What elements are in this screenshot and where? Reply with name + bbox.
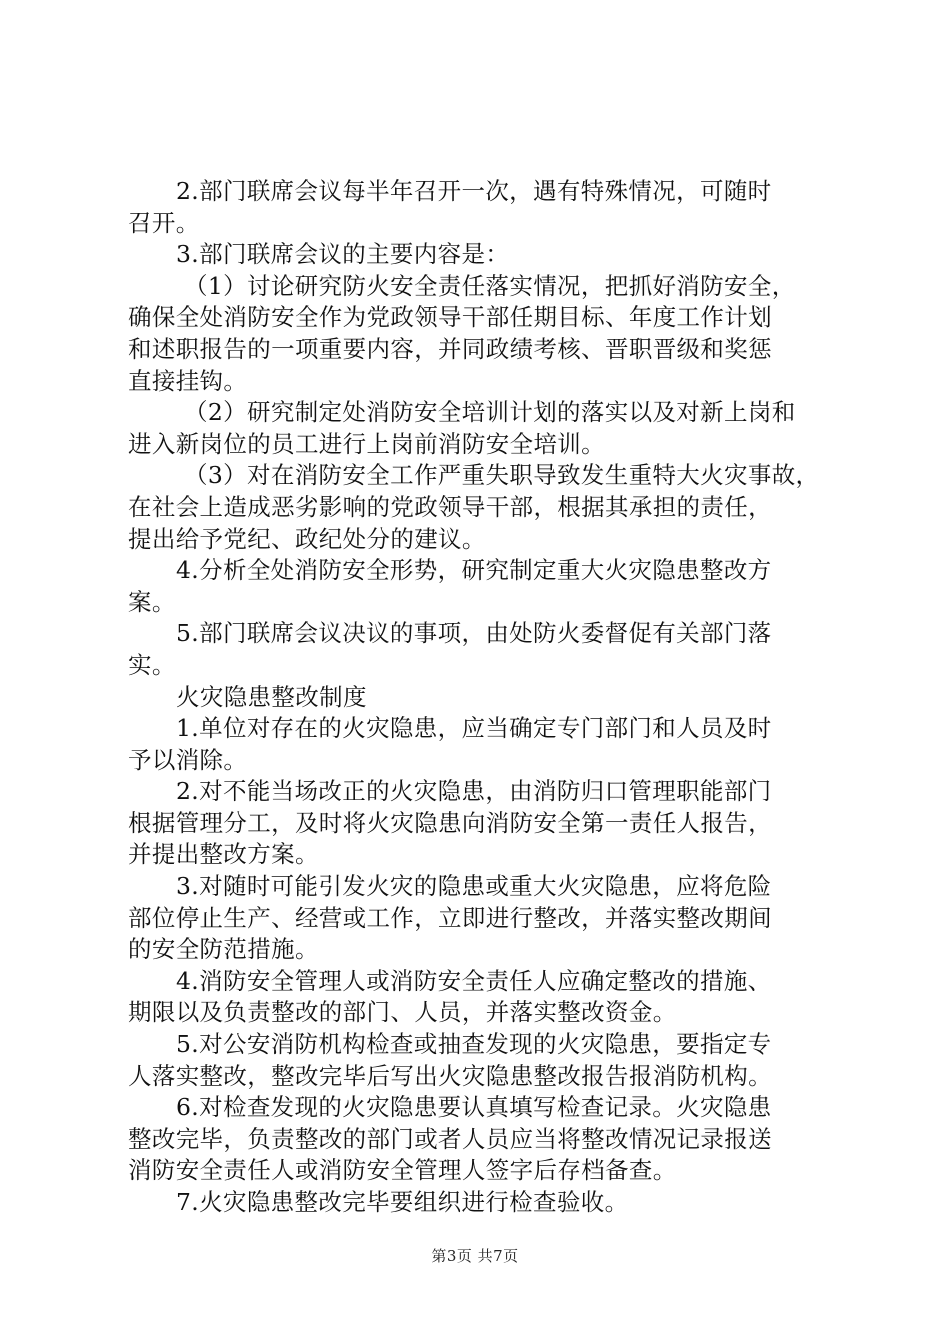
text-line: 4.消防安全管理人或消防安全责任人应确定整改的措施、: [176, 966, 772, 995]
text-line: 在社会上造成恶劣影响的党政领导干部，根据其承担的责任，: [128, 492, 772, 521]
text-line: 并提出整改方案。: [128, 840, 319, 869]
text-line: 实。: [128, 650, 176, 679]
text-line: 1.单位对存在的火灾隐患，应当确定专门部门和人员及时: [176, 714, 772, 743]
text-line: 消防安全责任人或消防安全管理人签字后存档备查。: [128, 1156, 677, 1185]
text-line: 2.部门联席会议每半年召开一次，遇有特殊情况，可随时: [176, 177, 772, 205]
text-line: （2）研究制定处消防安全培训计划的落实以及对新上岗和: [184, 398, 796, 427]
text-line: 整改完毕，负责整改的部门或者人员应当将整改情况记录报送: [128, 1124, 772, 1153]
text-line: 部位停止生产、经营或工作，立即进行整改，并落实整改期间: [128, 903, 772, 932]
document-body: [128, 176, 834, 1219]
text-line: （1）讨论研究防火安全责任落实情况，把抓好消防安全，: [184, 271, 796, 300]
text-line: 5.对公安消防机构检查或抽查发现的火灾隐患，要指定专: [176, 1030, 772, 1059]
text-line: 3.对随时可能引发火灾的隐患或重大火灾隐患，应将危险: [176, 872, 772, 901]
text-line: 案。: [128, 587, 176, 616]
text-line: 进入新岗位的员工进行上岗前消防安全培训。: [128, 429, 605, 458]
text-line: 3.部门联席会议的主要内容是：: [176, 240, 510, 269]
text-line: （3）对在消防安全工作严重失职导致发生重特大火灾事故，: [184, 461, 820, 490]
text-line: 人落实整改，整改完毕后写出火灾隐患整改报告报消防机构。: [128, 1061, 772, 1090]
text-line: 予以消除。: [128, 745, 248, 774]
text-line: 确保全处消防安全作为党政领导干部任期目标、年度工作计划: [128, 303, 772, 332]
text-line: 6.对检查发现的火灾隐患要认真填写检查记录。火灾隐患: [176, 1093, 772, 1122]
page-footer: 第3页 共7页: [431, 1247, 519, 1265]
text-line: 火灾隐患整改制度: [176, 682, 367, 711]
text-line: 召开。: [128, 208, 200, 237]
text-line: 2.对不能当场改正的火灾隐患，由消防归口管理职能部门: [176, 777, 772, 806]
text-line: 直接挂钩。: [128, 366, 248, 395]
text-line: 7.火灾隐患整改完毕要组织进行检查验收。: [176, 1188, 629, 1216]
text-line: 根据管理分工，及时将火灾隐患向消防安全第一责任人报告，: [128, 808, 772, 837]
text-line: 4.分析全处消防安全形势，研究制定重大火灾隐患整改方: [176, 556, 772, 585]
text-line: 5.部门联席会议决议的事项，由处防火委督促有关部门落: [176, 619, 772, 648]
text-line: 的安全防范措施。: [128, 935, 319, 964]
text-line: 期限以及负责整改的部门、人员，并落实整改资金。: [128, 998, 677, 1027]
text-line: 和述职报告的一项重要内容，并同政绩考核、晋职晋级和奖惩: [128, 334, 772, 363]
text-line: 提出给予党纪、政纪处分的建议。: [128, 524, 486, 553]
